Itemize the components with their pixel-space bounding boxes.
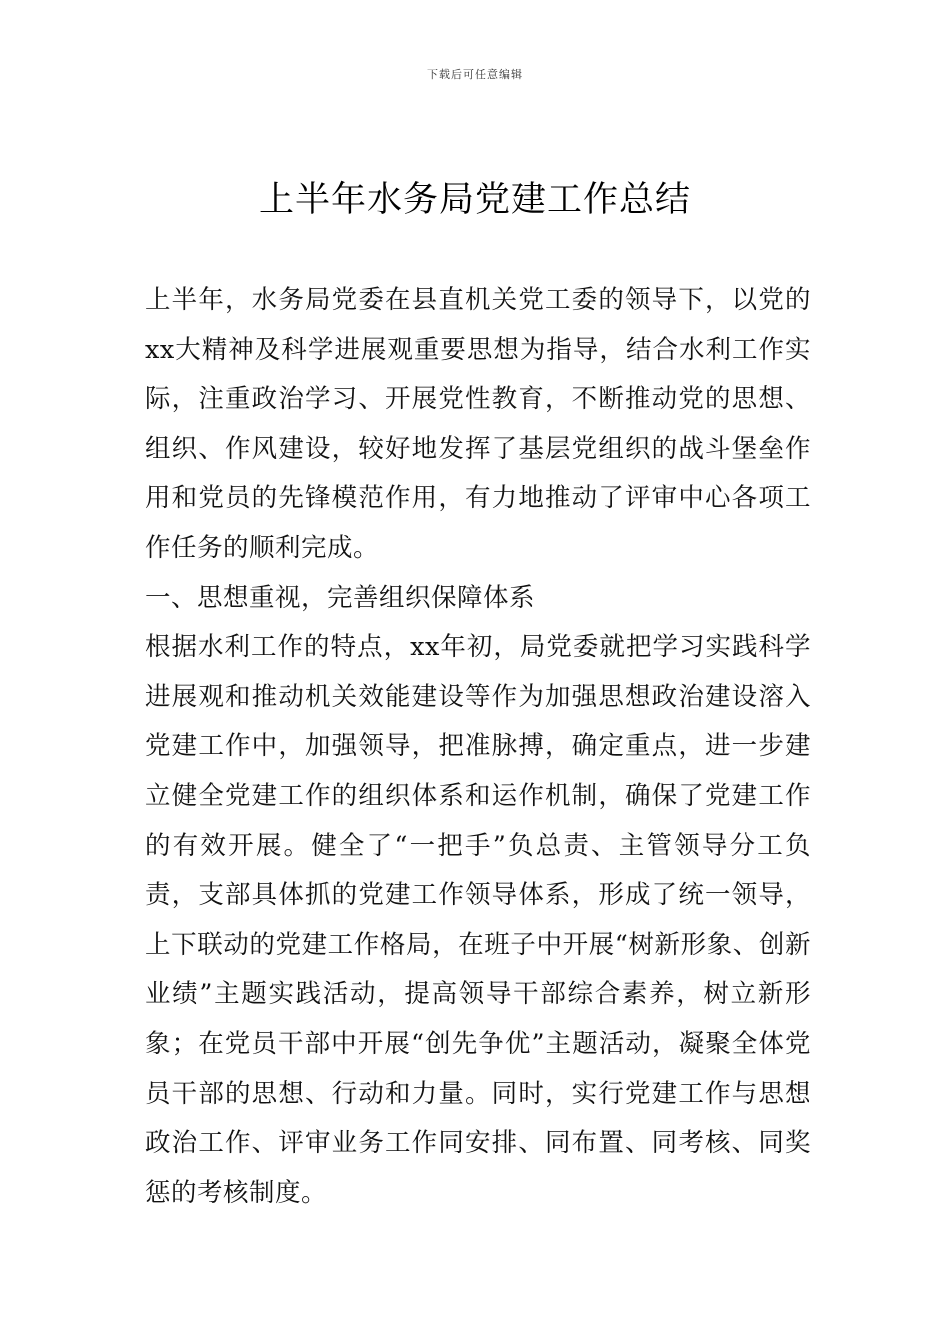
document-body [145, 276, 811, 1218]
section-heading: 一、思想重视，完善组织保障体系 [145, 582, 536, 613]
section-paragraph: 根据水利工作的特点，xx年初，局党委就把学习实践科学进展观和推动机关效能建设等作为加强思想政治建设溶入党建工作中，加强领导，把准脉搏，确定重点，进一步建立健全党建工作的组织体系和运作机制，确保了党建工作的有效开展。健全了“一把手”负总责、主管领导分工负责，支部具体抓的党建工作领导体系，形成了统一领导，上下联动的党建工作格局，在班子中开展“树新形象、创新业绩”主题实践活动，提高领导干部综合素养，树立新形象；在党员干部中开展“创先争优”主题活动，凝聚全体党员干部的思想、行动和力量。同时，实行党建工作与思想政治工作、评审业务工作同安排、同布置、同考核、同奖惩的考核制度。 [145, 632, 811, 1208]
document-title: 上半年水务局党建工作总结 [258, 180, 691, 220]
page-header-note: 下载后可任意编辑 [427, 68, 523, 81]
intro-paragraph: 上半年，水务局党委在县直机关党工委的领导下，以党的xx大精神及科学进展观重要思想为指导，结合水利工作实际，注重政治学习、开展党性教育，不断推动党的思想、组织、作风建设，较好地发挥了基层党组织的战斗堡垒作用和党员的先锋模范作用，有力地推动了评审中心各项工作任务的顺利完成。 [145, 285, 811, 563]
